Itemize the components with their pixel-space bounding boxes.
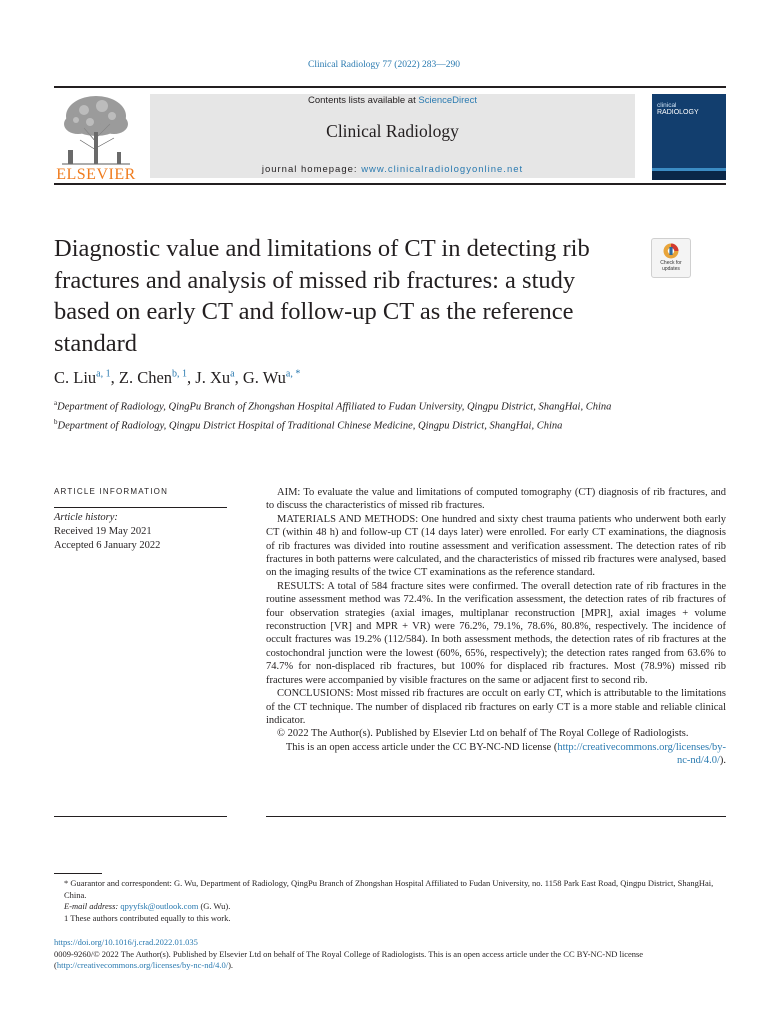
author-name[interactable]: Z. Chen bbox=[118, 368, 173, 387]
article-info-rule bbox=[54, 507, 227, 508]
author-affiliation-marker[interactable]: a, 1 bbox=[96, 368, 111, 380]
author-affiliation-marker[interactable]: b, 1 bbox=[172, 368, 188, 380]
journal-header-box bbox=[150, 94, 635, 178]
cover-title bbox=[657, 102, 723, 116]
author-name[interactable]: C. Liu bbox=[54, 368, 97, 387]
license-link[interactable]: http://creativecommons.org/licenses/by-nc-nd/4.0/ bbox=[557, 741, 726, 767]
email-link[interactable]: qpyyfsk@outlook.com bbox=[120, 901, 199, 912]
author-list bbox=[54, 368, 300, 388]
author-affiliation-marker[interactable]: a, * bbox=[285, 368, 301, 380]
footnotes bbox=[54, 878, 726, 924]
elsevier-logo[interactable] bbox=[54, 92, 138, 184]
license-prefix: This is an open access article under the CC BY-NC-ND license ( bbox=[285, 741, 558, 753]
license-suffix: ). bbox=[719, 755, 726, 767]
doi-link[interactable]: https://doi.org/10.1016/j.crad.2022.01.035 bbox=[54, 937, 198, 947]
article-history bbox=[54, 511, 229, 553]
received-date: Received 19 May 2021 bbox=[54, 526, 152, 537]
article-history-label: Article history: bbox=[54, 512, 118, 523]
contents-line bbox=[150, 95, 635, 106]
issn-copyright-line: 0009-9260/© 2022 The Author(s). Published by Elsevier Ltd on behalf of The Royal College of Radiologists. This is an open access article under the CC BY-NC-ND license bbox=[54, 948, 644, 959]
check-updates-label bbox=[652, 261, 690, 272]
affiliation-item bbox=[54, 396, 634, 415]
homepage-prefix: journal homepage: bbox=[261, 164, 362, 175]
masthead-bottom-rule bbox=[54, 183, 726, 185]
author-separator: , bbox=[187, 368, 196, 387]
bottom-license-link[interactable]: http://creativecommons.org/licenses/by-nc-nd/4.0/ bbox=[56, 960, 229, 971]
sciencedirect-link[interactable]: ScienceDirect bbox=[418, 95, 477, 106]
accepted-date: Accepted 6 January 2022 bbox=[54, 540, 161, 551]
author-name[interactable]: J. Xu bbox=[195, 368, 231, 387]
bottom-license-close: ). bbox=[228, 960, 234, 971]
cover-line-2: RADIOLOGY bbox=[657, 109, 699, 116]
author-name[interactable]: G. Wu bbox=[242, 368, 286, 387]
abstract-results: RESULTS: A total of 584 fracture sites were confirmed. The overall detection rate of rib fractures in the routine assessment method was 72.4%. In the verification assessment, the detection rates of rib fractures of four observation strategies (axial images, multiplanar reconstruction [MPR], axial images + volume reconstruction [VR] and MPR + VR) were 76.2%, 79.1%, 78.6%, 80.8%, respectively. The incidence of occult fractures was 19.2% (112/584). In both assessment methods, the detection rates of rib fractures at the costochondral junction were the lowest (60%, 65%, respectively); the detection rates ranged from 63.6% to 74.7% for non-displaced rib fractures, but 100% for displaced rib fractures. Most (78.9%) missed rib fractures were accompanied by visible fractures on the same or adjacent first to second rib. bbox=[266, 580, 726, 686]
cover-band bbox=[652, 171, 726, 180]
abstract-aim: AIM: To evaluate the value and limitations of computed tomography (CT) diagnosis of rib fractures, and to discuss the characteristics of missed rib fractures. bbox=[266, 487, 726, 512]
affiliation-marker: a bbox=[54, 399, 58, 407]
email-label: E-mail address: bbox=[64, 901, 121, 912]
abstract bbox=[266, 486, 726, 768]
check-updates-icon bbox=[663, 243, 679, 259]
journal-homepage-link[interactable]: www.clinicalradiologyonline.net bbox=[361, 164, 524, 175]
abstract-conclusions: CONCLUSIONS: Most missed rib fractures are occult on early CT, which is attributable to the limitations of the CT technique. The number of displaced rib fractures on early CT is a more stable and reliable clinical indicator. bbox=[266, 688, 726, 726]
footnote-rule bbox=[54, 873, 102, 874]
affiliation-item bbox=[54, 415, 634, 434]
affiliation-text: Department of Radiology, QingPu Branch of Zhongshan Hospital Affiliated to Fudan University, Qingpu District, ShangHai, China bbox=[57, 401, 612, 413]
article-info-heading: ARTICLE INFORMATION bbox=[54, 487, 169, 496]
equal-contribution-footnote: 1 These authors contributed equally to this work. bbox=[64, 912, 231, 923]
affiliations bbox=[54, 396, 634, 433]
guarantor-footnote: * Guarantor and correspondent: G. Wu, Department of Radiology, QingPu Branch of Zhongshan Hospital Affiliated to Fudan University, no. 1158 Park East Road, Qingpu District, ShangHai, China. bbox=[64, 878, 714, 900]
contents-prefix: Contents lists available at bbox=[308, 95, 419, 106]
affiliation-text: Department of Radiology, Qingpu District Hospital of Traditional Chinese Medicine, Qingpu District, ShangHai, China bbox=[57, 420, 563, 431]
bottom-license-open: ( bbox=[54, 960, 57, 971]
journal-homepage-line bbox=[150, 164, 635, 175]
abstract-bottom-rule bbox=[266, 816, 726, 817]
affiliation-marker: b bbox=[54, 417, 58, 426]
journal-citation[interactable]: Clinical Radiology 77 (2022) 283—290 bbox=[308, 60, 460, 70]
email-footnote bbox=[54, 901, 726, 913]
article-info-bottom-rule bbox=[54, 816, 227, 817]
abstract-license bbox=[266, 741, 726, 768]
cover-line-1: clinical bbox=[657, 102, 677, 109]
check-for-updates-button[interactable] bbox=[651, 238, 691, 278]
abstract-methods: MATERIALS AND METHODS: One hundred and sixty chest trauma patients who underwent both early CT (within 48 h) and follow-up CT (14 days later) were enrolled. For early CT examinations, the diagnosis of rib fractures was divided into routine assessment and verification assessment. The detection rates of rib fractures in both patterns were calculated, and the characteristics of missed rib fractures were analysed, based on the imaging results of the twice CT examinations as the reference standard. bbox=[266, 513, 726, 579]
email-suffix: (G. Wu). bbox=[198, 901, 231, 912]
journal-name: Clinical Radiology bbox=[326, 121, 459, 141]
abstract-copyright: © 2022 The Author(s). Published by Elsevier Ltd on behalf of The Royal College of Radiologists. bbox=[277, 728, 689, 740]
bottom-license-line bbox=[54, 960, 726, 972]
article-title: Diagnostic value and limitations of CT in detecting rib fractures and analysis of missed rib fractures: a study based on early CT and follow-up CT as the reference standard bbox=[54, 235, 590, 357]
elsevier-wordmark: ELSEVIER bbox=[56, 166, 136, 183]
check-updates-line-1: Check for bbox=[660, 260, 682, 266]
author-separator: , bbox=[234, 368, 243, 387]
journal-cover-thumbnail[interactable] bbox=[652, 94, 726, 180]
author-affiliation-marker[interactable]: a bbox=[230, 368, 235, 380]
author-separator: , bbox=[110, 368, 119, 387]
elsevier-tree-icon bbox=[54, 92, 138, 166]
check-updates-line-2: updates bbox=[662, 265, 680, 272]
masthead-top-rule bbox=[54, 86, 726, 88]
page-bottom-info bbox=[54, 937, 726, 972]
